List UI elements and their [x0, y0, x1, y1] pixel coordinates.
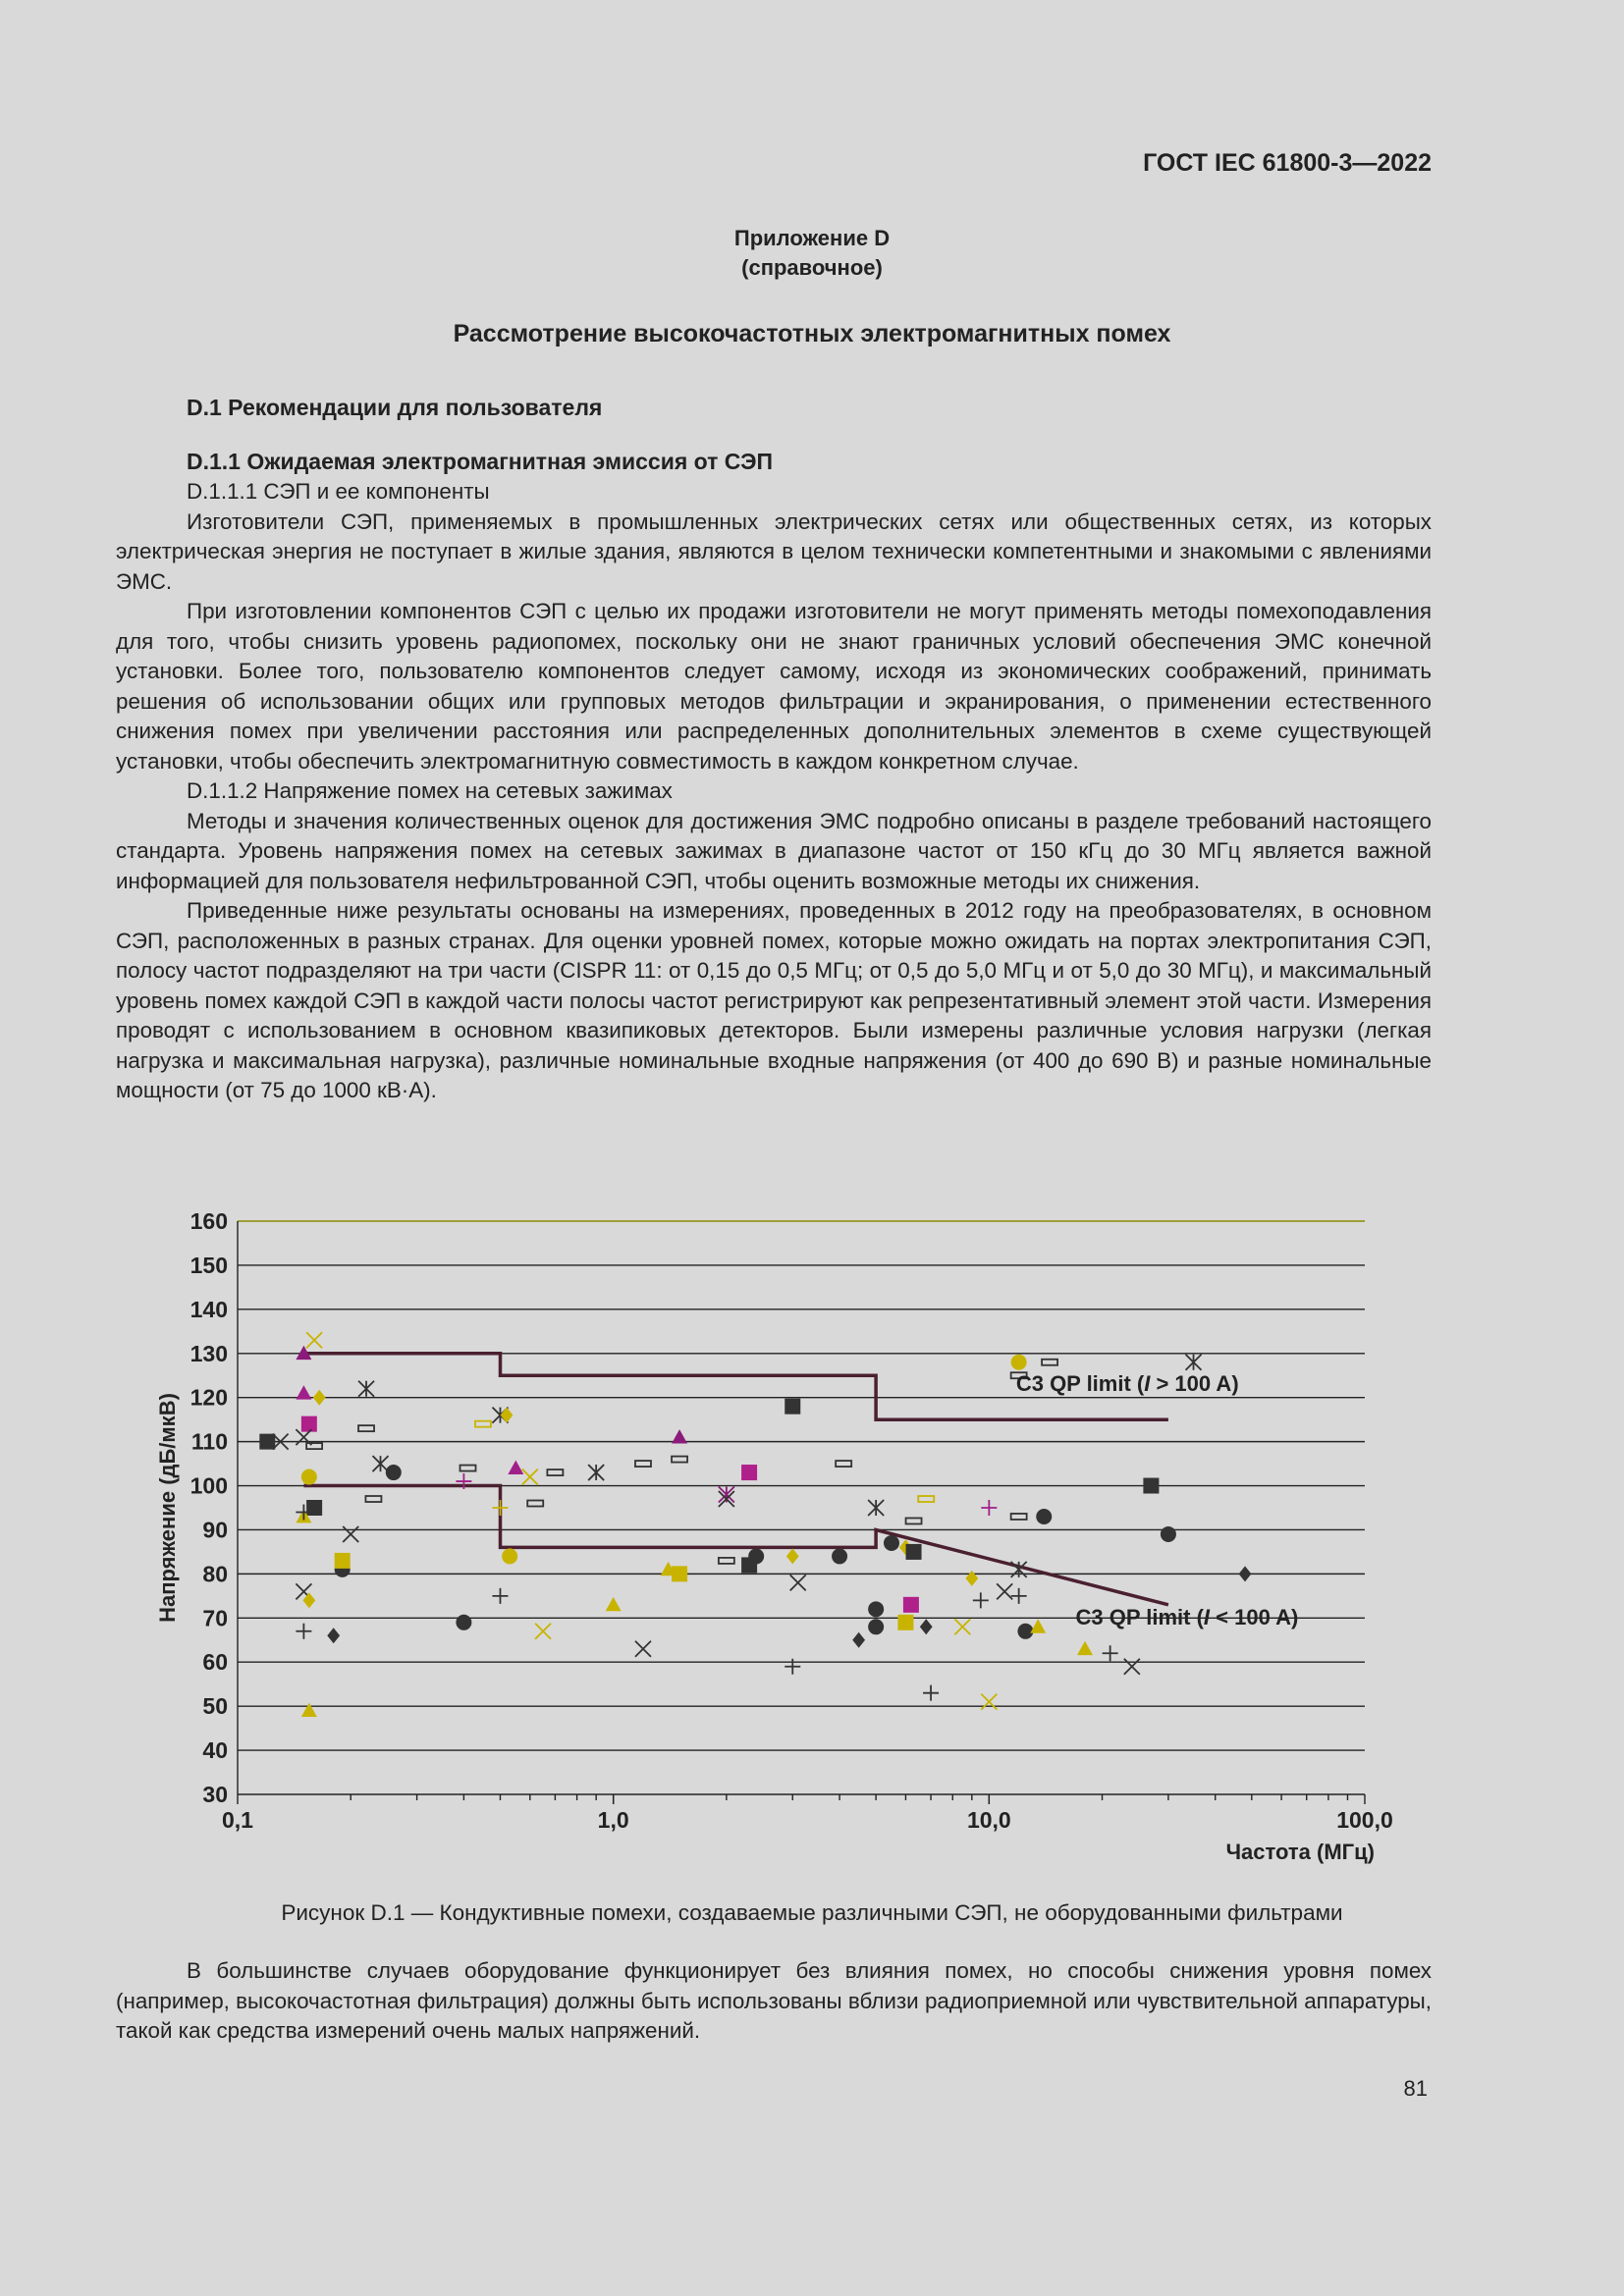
section-heading-d11: D.1.1 Ожидаемая электромагнитная эмиссия от СЭП [187, 449, 773, 474]
data-point-rect [719, 1558, 734, 1564]
data-point-plus [981, 1500, 997, 1516]
x-tick-label: 1,0 [597, 1807, 629, 1833]
data-point-cross [522, 1469, 538, 1485]
data-point-square [785, 1399, 800, 1415]
data-point-circle [832, 1548, 847, 1564]
data-point-plus [973, 1592, 989, 1608]
data-point-rect [358, 1425, 374, 1431]
y-tick-label: 40 [202, 1737, 228, 1764]
x-tick-label: 0,1 [222, 1807, 253, 1833]
data-point-plus [923, 1685, 939, 1701]
x-axis-title: Частота (МГц) [1225, 1840, 1375, 1864]
limit-label-part: < 100 A) [1210, 1605, 1299, 1630]
paragraph-3: Методы и значения количественных оценок для достижения ЭМС подробно описаны в разделе требований настоящего стандарта. Уровень напряжения помех на сетевых зажимах в диапазоне частот от 150 кГц до 30 МГц является важной информацией для пользователя нефильтрованной СЭП, чтобы оценить возможные методы их снижения. [116, 808, 1432, 893]
figure-caption: Рисунок D.1 — Кондуктивные помехи, создаваемые различными СЭП, не оборудованными фильтрами [281, 1900, 1343, 1925]
y-tick-label: 50 [202, 1693, 228, 1720]
data-point-rect [547, 1469, 563, 1475]
figure-d1-chart [147, 1208, 1393, 1887]
data-point-cross [790, 1575, 806, 1590]
y-tick-label: 70 [202, 1605, 228, 1631]
data-point-diamond [965, 1571, 978, 1586]
data-point-plus [1011, 1588, 1027, 1604]
data-point-diamond [313, 1390, 326, 1406]
x-tick-label: 10,0 [966, 1807, 1011, 1833]
paragraph-4: Приведенные ниже результаты основаны на измерениях, проведенных в 2012 году на преобразователях, в основном СЭП, расположенных в разных странах. Для оценки уровней помех, которые можно ожидать на портах электропитания СЭП, полосу частот подразделяют на три части (CISPR 11: от 0,15 до 0,5 МГц; от 0,5 до 5,0 МГц и от 5,0 до 30 МГц), и максимальный уровень помех каждой СЭП в каждой части полосы частот регистрируют как репрезентативный элемент этой части. Измерения проводят с использованием в основном квазипиковых детекторов. Были измерены различные условия нагрузки (легкая нагрузка и максимальная нагрузка), различные номинальные входные напряжения (от 400 до 690 В) и разные номинальные мощности (от 75 до 1000 кВ·А). [116, 898, 1432, 1102]
closing-text-block [116, 1956, 1432, 2047]
paragraph-5: В большинстве случаев оборудование функционирует без влияния помех, но способы снижения уровня помех (например, высокочастотная фильтрация) должны быть использованы вблизи радиоприемной или чувствительной аппаратуры, такой как средства измерений очень малых напряжений. [116, 1958, 1432, 2043]
data-point-diamond [920, 1619, 933, 1634]
clause-heading-d111: D.1.1.1 СЭП и ее компоненты [187, 479, 490, 504]
annex-status: (справочное) [741, 255, 883, 280]
data-point-cross [306, 1332, 322, 1348]
data-point-cross [954, 1619, 970, 1634]
data-point-circle [1017, 1624, 1033, 1639]
data-point-circle [1036, 1509, 1052, 1524]
data-point-square [906, 1544, 922, 1560]
data-point-square [897, 1615, 913, 1630]
y-tick-label: 60 [202, 1649, 228, 1676]
chart-svg [147, 1208, 1393, 1887]
data-point-cross [1124, 1659, 1140, 1675]
data-point-rect [635, 1461, 651, 1467]
limit-line-label-2 [1076, 1605, 1299, 1629]
annex-heading [0, 224, 1624, 283]
data-point-cross [635, 1641, 651, 1657]
body-text-block [116, 477, 1432, 1106]
data-point-circle [868, 1619, 884, 1634]
data-point-triangle [1030, 1619, 1046, 1632]
data-point-rect [1042, 1360, 1057, 1365]
data-point-circle [502, 1548, 517, 1564]
limit-label-part: C3 QP limit ( [1015, 1370, 1145, 1396]
data-point-rect [906, 1518, 922, 1523]
data-point-diamond [1239, 1566, 1252, 1581]
data-point-triangle [606, 1597, 622, 1611]
standard-header: ГОСТ IEC 61800-3—2022 [1143, 149, 1432, 177]
y-tick-label: 110 [190, 1428, 228, 1455]
y-tick-label: 120 [189, 1384, 228, 1411]
data-point-rect [475, 1421, 491, 1427]
clause-heading-d112: D.1.1.2 Напряжение помех на сетевых зажимах [187, 778, 673, 803]
data-point-star [1186, 1355, 1202, 1370]
limit-line-label-1 [1016, 1371, 1239, 1396]
data-point-triangle [672, 1429, 687, 1443]
data-point-plus [492, 1500, 508, 1516]
data-point-square [672, 1566, 687, 1581]
data-point-rect [527, 1501, 543, 1507]
y-tick-label: 30 [202, 1782, 228, 1807]
data-point-cross [981, 1694, 997, 1710]
data-point-triangle [296, 1385, 311, 1399]
data-point-star [868, 1500, 884, 1516]
data-point-diamond [302, 1592, 315, 1608]
data-point-plus [296, 1624, 311, 1639]
data-point-circle [456, 1615, 471, 1630]
data-point-rect [306, 1443, 322, 1449]
data-point-diamond [786, 1548, 799, 1564]
page-number: 81 [1403, 2076, 1428, 2101]
y-tick-label: 150 [189, 1252, 228, 1278]
data-point-square [741, 1465, 757, 1480]
data-point-triangle [508, 1461, 523, 1474]
data-point-square [301, 1416, 317, 1432]
data-point-rect [672, 1457, 687, 1463]
data-point-circle [1161, 1526, 1176, 1542]
data-point-cross [997, 1583, 1012, 1599]
y-tick-label: 160 [189, 1208, 228, 1234]
y-tick-label: 80 [202, 1561, 228, 1587]
limit-label-part: > 100 A) [1150, 1370, 1239, 1396]
data-point-star [372, 1456, 388, 1471]
data-point-square [259, 1434, 275, 1450]
y-tick-label: 100 [189, 1472, 228, 1499]
data-point-star [358, 1381, 374, 1397]
data-point-circle [884, 1535, 899, 1551]
data-point-square [306, 1500, 322, 1516]
data-point-circle [1011, 1355, 1027, 1370]
data-point-triangle [301, 1703, 317, 1717]
paragraph-2: При изготовлении компонентов СЭП с целью их продажи изготовители не могут применять методы помехоподавления для того, чтобы снизить уровень радиопомех, поскольку они не знают граничных условий обеспечения ЭМС конечной установки. Более того, пользователю компонентов следует самому, исходя из экономических соображений, принимать решения об использовании общих или групповых методов фильтрации и экранирования, о применении естественного снижения помех при увеличении расстояния или распределенных дополнительных элементов в схеме существующей установки, чтобы обеспечить электромагнитную совместимость в каждом конкретном случае. [116, 599, 1432, 774]
data-point-diamond [852, 1632, 865, 1648]
data-point-square [1143, 1478, 1159, 1494]
data-point-cross [343, 1526, 358, 1542]
data-point-plus [1103, 1645, 1118, 1661]
data-point-circle [301, 1469, 317, 1485]
limit-label-part: I [1203, 1605, 1211, 1630]
data-point-diamond [501, 1408, 514, 1423]
paragraph-1: Изготовители СЭП, применяемых в промышленных электрических сетях или общественных сетях, из которых электрическая энергия не поступает в жилые здания, являются в целом технически компетентными и знакомыми с явлениями ЭМС. [116, 508, 1432, 594]
data-point-triangle [1077, 1641, 1093, 1655]
y-tick-label: 130 [189, 1340, 228, 1366]
y-axis-title: Напряжение (дБ/мкВ) [155, 1393, 180, 1623]
data-point-rect [365, 1496, 381, 1502]
data-point-rect [1011, 1514, 1027, 1520]
limit-line-2 [303, 1486, 1168, 1605]
data-point-rect [460, 1466, 475, 1471]
data-point-circle [386, 1465, 402, 1480]
data-point-cross [535, 1624, 551, 1639]
data-point-rect [918, 1496, 934, 1502]
data-point-star [588, 1465, 604, 1480]
data-point-circle [748, 1548, 764, 1564]
data-point-square [903, 1597, 919, 1613]
section-heading-d1: D.1 Рекомендации для пользователя [187, 395, 603, 420]
limit-label-part: C3 QP limit ( [1075, 1605, 1204, 1630]
data-point-rect [836, 1461, 851, 1467]
x-tick-label: 100,0 [1336, 1807, 1393, 1833]
data-point-plus [785, 1659, 800, 1675]
annex-title: Рассмотрение высокочастотных электромагнитных помех [453, 320, 1171, 347]
y-tick-label: 140 [189, 1296, 228, 1322]
annex-label: Приложение D [733, 226, 891, 250]
data-point-diamond [327, 1628, 340, 1643]
data-point-square [335, 1553, 351, 1569]
data-point-plus [492, 1588, 508, 1604]
data-point-circle [868, 1601, 884, 1617]
y-tick-label: 90 [202, 1517, 228, 1543]
limit-label-part: I [1144, 1370, 1151, 1396]
